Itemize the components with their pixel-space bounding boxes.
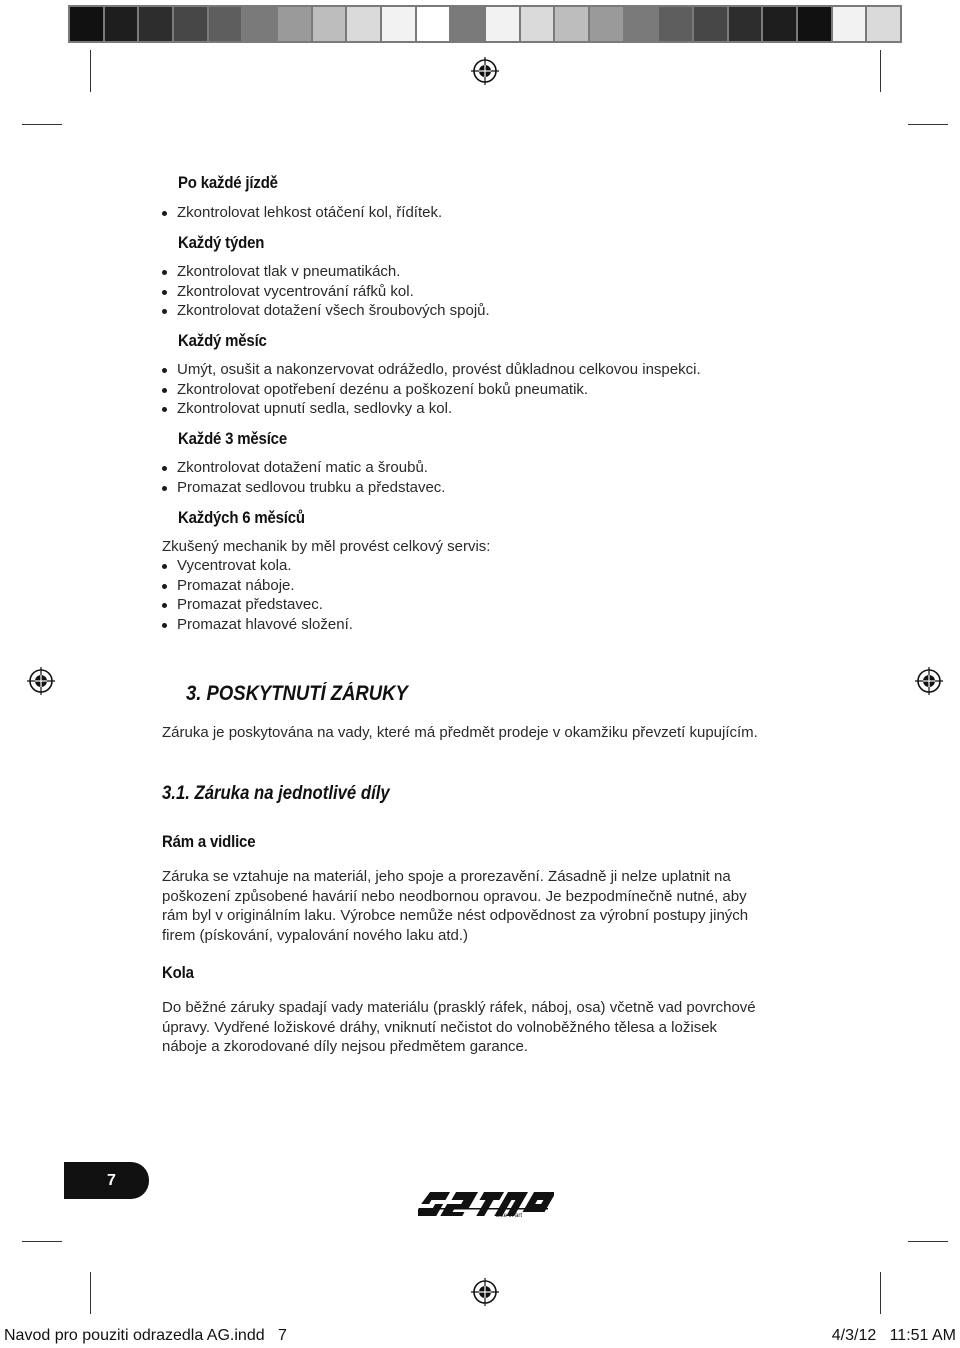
text-line: Do běžné záruky spadají vady materiálu (prasklý ráfek, náboj, osa) včetně vad povrchové	[162, 999, 756, 1016]
list-item: Promazat náboje.	[162, 576, 353, 596]
warranty-subtitle: 3.1. Záruka na jednotlivé díly	[162, 783, 390, 804]
text-line: úpravy. Vydřené ložiskové dráhy, vniknutí nečistot do volnoběžného tělesa a ložisek	[162, 1018, 718, 1036]
kazdych-6-mesicu-intro: Zkušený mechanik by měl provést celkový servis:	[162, 538, 491, 555]
heading-kazde-3-mesice: Každé 3 měsíce	[178, 429, 287, 448]
list-po-kazde-jizde	[162, 203, 442, 223]
agang-logo	[418, 1186, 554, 1220]
color-swatch	[521, 7, 554, 41]
list-item: Vycentrovat kola.	[162, 556, 353, 576]
text-line: poškození způsobené havárií nebo neodbornou opravou. Je bezpodmínečně nutné, aby	[162, 887, 747, 905]
crop-mark	[90, 50, 91, 92]
heading-kazdy-mesic: Každý měsíc	[178, 331, 267, 350]
text-line: rám byl v originálním laku. Výrobce nemůže nést odpovědnost za výrobní postupy jiných	[162, 907, 749, 924]
color-swatch	[451, 7, 484, 41]
list-kazde-3-mesice	[162, 458, 445, 497]
warranty-intro: Záruka je poskytována na vady, které má předmět prodeje v okamžiku převzetí kupujícím.	[162, 724, 758, 741]
page-number-tab	[64, 1162, 149, 1199]
footer-date: 4/3/12 11:51 AM	[831, 1327, 956, 1344]
kola-paragraph	[162, 998, 756, 1057]
list-item: Zkontrolovat lehkost otáčení kol, řídítek.	[162, 203, 442, 223]
list-item: Zkontrolovat dotažení všech šroubových spojů.	[162, 301, 490, 321]
logo-tagline: bike in art	[496, 1213, 523, 1219]
color-swatch	[590, 7, 623, 41]
footer-file-info: Navod pro pouziti odrazedla AG.indd 7	[4, 1327, 287, 1344]
warranty-title: 3. POSKYTNUTÍ ZÁRUKY	[186, 682, 408, 705]
heading-kola: Kola	[162, 963, 194, 982]
color-swatch	[625, 7, 658, 41]
crop-mark	[880, 50, 881, 92]
list-item: Zkontrolovat tlak v pneumatikách.	[162, 262, 490, 282]
list-item: Promazat sedlovou trubku a představec.	[162, 478, 445, 498]
list-item: Zkontrolovat dotažení matic a šroubů.	[162, 458, 445, 478]
text-line: náboje a zkorodované díly nejsou předmětem garance.	[162, 1038, 529, 1055]
color-swatch	[278, 7, 311, 41]
text-line: firem (pískování, vypalování nového laku atd.)	[162, 926, 468, 944]
list-kazdy-tyden	[162, 262, 490, 321]
color-swatch	[174, 7, 207, 41]
registration-mark-icon	[27, 667, 55, 695]
color-swatch	[70, 7, 103, 41]
color-swatch	[243, 7, 276, 41]
list-item: Umýt, osušit a nakonzervovat odrážedlo, provést důkladnou celkovou inspekci.	[162, 360, 701, 380]
color-swatch	[763, 7, 796, 41]
color-swatch	[313, 7, 346, 41]
color-swatch	[209, 7, 242, 41]
list-item: Promazat hlavové složení.	[162, 615, 353, 635]
registration-mark-icon	[915, 667, 943, 695]
crop-mark	[880, 1272, 881, 1314]
color-swatch	[139, 7, 172, 41]
color-swatch	[417, 7, 450, 41]
crop-mark	[908, 1241, 948, 1242]
color-swatch	[555, 7, 588, 41]
heading-po-kazde-jizde: Po každé jízdě	[178, 173, 278, 192]
list-item: Zkontrolovat vycentrování ráfků kol.	[162, 282, 490, 302]
color-swatch	[105, 7, 138, 41]
color-swatch	[659, 7, 692, 41]
registration-mark-icon	[471, 57, 499, 85]
heading-kazdych-6-mesicu: Každých 6 měsíců	[178, 508, 305, 527]
color-swatch	[729, 7, 762, 41]
color-swatch	[833, 7, 866, 41]
ram-paragraph	[162, 867, 748, 945]
heading-kazdy-tyden: Každý týden	[178, 233, 265, 252]
color-calibration-bar	[68, 5, 902, 43]
color-swatch	[382, 7, 415, 41]
color-swatch	[694, 7, 727, 41]
crop-mark	[908, 124, 948, 125]
list-kazdy-mesic	[162, 360, 701, 419]
list-kazdych-6-mesicu	[162, 556, 353, 634]
list-item: Zkontrolovat upnutí sedla, sedlovky a kol.	[162, 399, 701, 419]
heading-ram-a-vidlice: Rám a vidlice	[162, 832, 256, 851]
crop-mark	[90, 1272, 91, 1314]
crop-mark	[22, 1241, 62, 1242]
crop-mark	[22, 124, 62, 125]
color-swatch	[486, 7, 519, 41]
page-number: 7	[107, 1171, 116, 1189]
color-swatch	[867, 7, 900, 41]
color-swatch	[798, 7, 831, 41]
color-swatch	[347, 7, 380, 41]
registration-mark-icon	[471, 1278, 499, 1306]
list-item: Promazat představec.	[162, 595, 353, 615]
list-item: Zkontrolovat opotřebení dezénu a poškození boků pneumatik.	[162, 380, 701, 400]
text-line: Záruka se vztahuje na materiál, jeho spoje a prorezavění. Zásadně ji nelze uplatnit na	[162, 868, 731, 885]
